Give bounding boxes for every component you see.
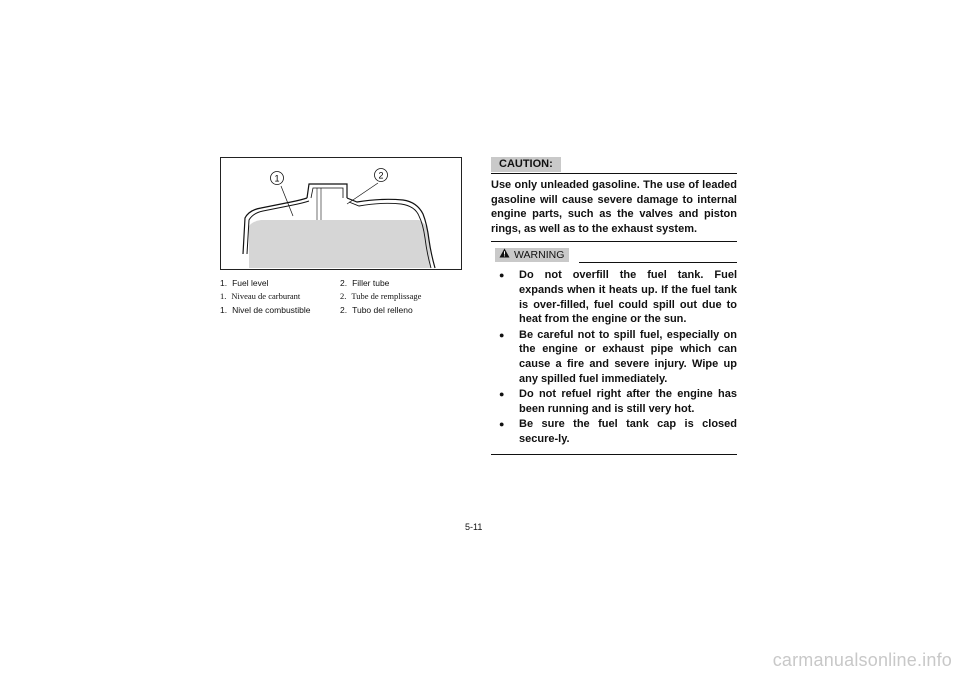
page-number: 5-11 bbox=[465, 522, 483, 532]
caption-row-english bbox=[220, 276, 470, 290]
warning-item-text: Do not refuel right after the engine has been running and is still very hot. bbox=[519, 388, 737, 415]
watermark: carmanualsonline.info bbox=[772, 650, 952, 670]
caption-text: Filler tube bbox=[352, 277, 390, 288]
caution-end-rule bbox=[491, 241, 737, 242]
caption-number: 1. bbox=[220, 304, 228, 315]
warning-list bbox=[491, 268, 737, 446]
caption-number: 1. bbox=[220, 291, 227, 302]
caution-header bbox=[491, 157, 737, 174]
caption-number: 2. bbox=[340, 304, 348, 315]
warning-label: WARNING bbox=[514, 249, 565, 262]
caution-text: Use only unleaded gasoline. The use of leaded gasoline will cause severe damage to internal engine parts, such as the valves and piston rings, as well as to the exhaust system. bbox=[491, 179, 737, 235]
caption-row-spanish bbox=[220, 303, 470, 317]
caption-text: Nivel de combustible bbox=[232, 304, 311, 315]
warning-header bbox=[491, 248, 737, 265]
warning-item-text: Be sure the fuel tank cap is closed secure-ly. bbox=[519, 418, 737, 445]
list-item bbox=[491, 387, 737, 416]
fuel-tank-illustration bbox=[220, 157, 462, 270]
caption-number: 2. bbox=[340, 291, 347, 302]
bullet-icon: ● bbox=[499, 270, 505, 281]
caption-row-french bbox=[220, 290, 470, 304]
caption-text: Tubo del relleno bbox=[352, 304, 413, 315]
caution-rule bbox=[491, 173, 737, 174]
warning-item-text: Do not overfill the fuel tank. Fuel expands when it heats up. If the fuel tank is over-filled, fuel could spill out due to heat from the engine or the sun. bbox=[519, 269, 737, 326]
warning-triangle-icon bbox=[499, 248, 510, 262]
figure-captions bbox=[220, 276, 470, 317]
caption-number: 2. bbox=[340, 277, 348, 288]
caution-badge: CAUTION: bbox=[491, 157, 561, 172]
caption-text: Fuel level bbox=[232, 277, 269, 288]
fuel-tank-drawing bbox=[221, 158, 461, 269]
callout-1-label: 1 bbox=[274, 173, 280, 184]
caption-text: Tube de remplissage bbox=[351, 291, 422, 302]
warning-rule bbox=[579, 262, 737, 263]
list-item bbox=[491, 417, 737, 446]
safety-notices bbox=[491, 157, 737, 455]
caption-number: 1. bbox=[220, 277, 228, 288]
bullet-icon: ● bbox=[499, 389, 505, 400]
bullet-icon: ● bbox=[499, 419, 505, 430]
warning-end-rule bbox=[491, 454, 737, 455]
warning-badge bbox=[495, 248, 569, 262]
list-item bbox=[491, 328, 737, 386]
caption-text: Niveau de carburant bbox=[231, 291, 301, 302]
bullet-icon: ● bbox=[499, 329, 505, 340]
warning-item-text: Be careful not to spill fuel, especially on the engine or exhaust pipe which can cause a fire and severe injury. Wipe up any spilled fuel immediately. bbox=[519, 328, 737, 385]
list-item bbox=[491, 268, 737, 326]
callout-2-label: 2 bbox=[378, 170, 384, 181]
